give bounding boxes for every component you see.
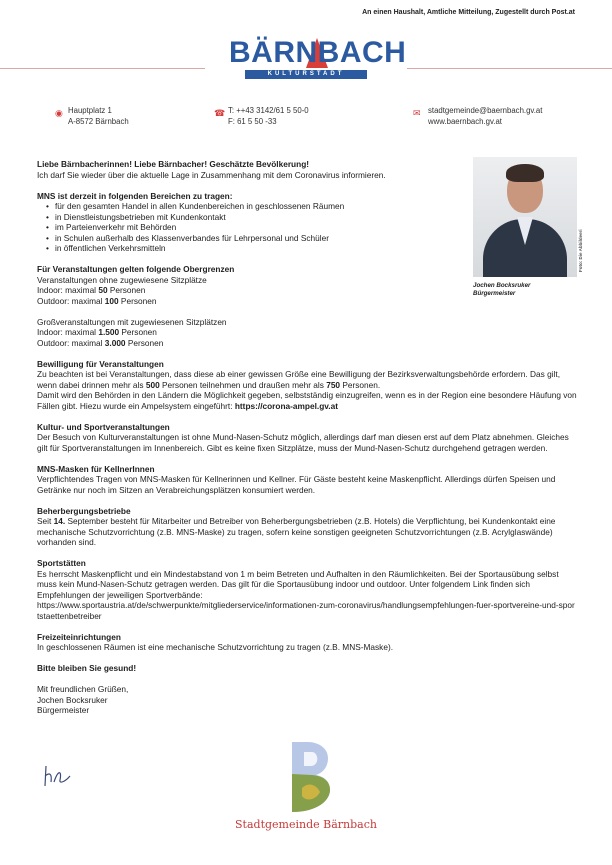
sport-text: Es herrscht Maskenpflicht und ein Mindestabstand von 1 m beim Betreten und Aufhalten in den Räumlichkeiten. Bei der Sportausübung selbst muss kein Mund-Nasen-Schutz getragen werden. Das gilt für die Sportausübung indoor und outdoor. Unter folgendem Link finden sich Empfehlungen der jeweiligen Sportverbände: [37,568,559,600]
events-outdoor1: Outdoor: maximal 100 Personen [37,295,157,306]
sign-off-name: Jochen Bocksruker [37,694,108,705]
lodging-text: Seit 14. September besteht für Mitarbeiter und Betreiber von Beherbergungsbetrieben (z.B. Hotels) die Verpflichtung, bei Kundenkontakt eine mechanische Schutzvorrichtung (z.B. MNS-Maske) zu tragen, sofern keine sonstigen geeigneten Schutzvorrichtungen (z.B. Acrylglaswände) vorhanden sind. [37,516,556,547]
letter-body [37,159,577,716]
leisure-heading: Freizeiteinrichtungen [37,631,121,642]
greeting: Liebe Bärnbacherinnen! Liebe Bärnbacher! Geschätzte Bevölkerung! [37,159,310,169]
permit-text-2: Damit wird den Behörden in den Ländern die Möglichkeit gegeben, selbstständig einzugreifen, wenn es in der Region eine besondere Häufung von Fällen gibt. Hiezu wurde ein Ampelsystem eingeführt: https://corona-ampel.gv.at [37,390,577,411]
sport-heading: Sportstätten [37,558,86,568]
events-indoor2: Indoor: maximal 1.500 Personen [37,327,157,337]
permit-heading: Bewilligung für Veranstaltungen [37,358,164,369]
logo-subtitle: KULTURSTADT [245,70,367,79]
mail-icon: ✉ [413,108,421,118]
permit-text: Zu beachten ist bei Veranstaltungen, dass diese ab einer gewissen Größe eine Bewilligung der Bezirksverwaltungsbehörde erfordern. Das gilt, wenn dabei drinnen mehr als 500 Personen teilnehmen und draußen mehr als 750 Personen. [37,369,560,390]
culture-text: Der Besuch von Kulturveranstaltungen ist ohne Mund-Nasen-Schutz möglich, allerdings darf man diesen erst auf dem Platz abnehmen. Gleiches gilt für Sportveranstaltungen im Innenbereich. Gibt es keine fixen Sitzplätze, muss der Mund-Nasen-Schutz durchgehend getragen werden. [37,432,569,453]
list-item: • im Parteienverkehr mit Behörden [55,222,577,233]
photo-credit: Foto: Die Abbildeeri [578,229,583,272]
address-street: Hauptplatz 1 [68,106,112,115]
events-indoor1: Indoor: maximal 50 Personen [37,285,146,295]
website-link[interactable]: www.baernbach.gv.at [428,116,502,126]
phone-block [228,106,309,127]
caption-title: Bürgermeister [473,290,516,297]
footer-municipality-name: Stadtgemeinde Bärnbach [235,818,377,831]
mns-heading: MNS ist derzeit in folgenden Bereichen zu tragen: [37,190,233,201]
web-block [428,106,542,127]
municipal-crest-icon [282,738,334,816]
list-item: • in Schulen außerhalb des Klassenverbandes für Lehrpersonal und Schüler [55,233,577,244]
waiters-heading: MNS-Masken für KellnerInnen [37,463,155,474]
email-link[interactable]: stadtgemeinde@baernbach.gv.at [428,106,543,115]
address-city: A-8572 Bärnbach [68,116,129,126]
lodging-heading: Beherbergungsbetriebe [37,505,131,516]
waiters-text: Verpflichtendes Tragen von MNS-Masken für Kellnerinnen und Kellner. Für Gäste besteht keine Maskenpflicht. Allerdings dürfen Speisen und Getränke nur noch im Sitzen an Verabreichungsplätzen konsumiert werden. [37,474,556,495]
sign-off-greeting: Mit freundlichen Grüßen, [37,684,129,694]
list-item: • in öffentlichen Verkehrsmitteln [55,243,577,254]
fax-number: F: 61 5 50 -33 [228,116,277,126]
sign-off-title: Bürgermeister [37,705,90,715]
events-line1: Veranstaltungen ohne zugewiesene Sitzplätze [37,274,207,285]
signature [40,762,76,788]
sport-link[interactable]: https://www.sportaustria.at/de/schwerpunkte/mitgliederservice/informationen-zum-coronavirus/handlungsempfehlungen-fuer-sportvereine-und-sportstaettenbetreiber [37,600,575,621]
mns-list [37,201,577,254]
phone-icon: ☎ [214,108,226,118]
leisure-text: In geschlossenen Räumen ist eine mechanische Schutzvorrichtung zu tragen (z.B. MNS-Maske). [37,642,394,652]
baernbach-logo [229,36,407,84]
logo-wordmark: BÄRNBACH [229,36,407,69]
events-line2: Großveranstaltungen mit zugewiesenen Sitzplätzen [37,316,227,327]
list-item: • für den gesamten Handel in allen Kundenbereichen in geschlossenen Räumen [55,201,577,212]
culture-heading: Kultur- und Sportveranstaltungen [37,421,170,432]
intro: Ich darf Sie wieder über die aktuelle Lage in Zusammenhang mit dem Coronavirus informieren. [37,169,386,180]
list-item: • in Dienstleistungsbetrieben mit Kundenkontakt [55,212,577,223]
closing-wish: Bitte bleiben Sie gesund! [37,663,137,673]
events-heading: Für Veranstaltungen gelten folgende Obergrenzen [37,264,235,274]
location-pin-icon: ◉ [55,108,63,118]
header-rule-right [407,68,612,69]
address-block [68,106,129,127]
caption-name: Jochen Bocksruker [473,282,531,289]
events-outdoor2: Outdoor: maximal 3.000 Personen [37,337,164,348]
phone-number: T: ++43 3142/61 5 50-0 [228,106,309,115]
delivery-note: An einen Haushalt, Amtliche Mitteilung, Zugestellt durch Post.at [362,9,575,16]
header-rule-left [0,68,205,69]
ampel-link[interactable]: https://corona-ampel.gv.at [234,400,338,411]
